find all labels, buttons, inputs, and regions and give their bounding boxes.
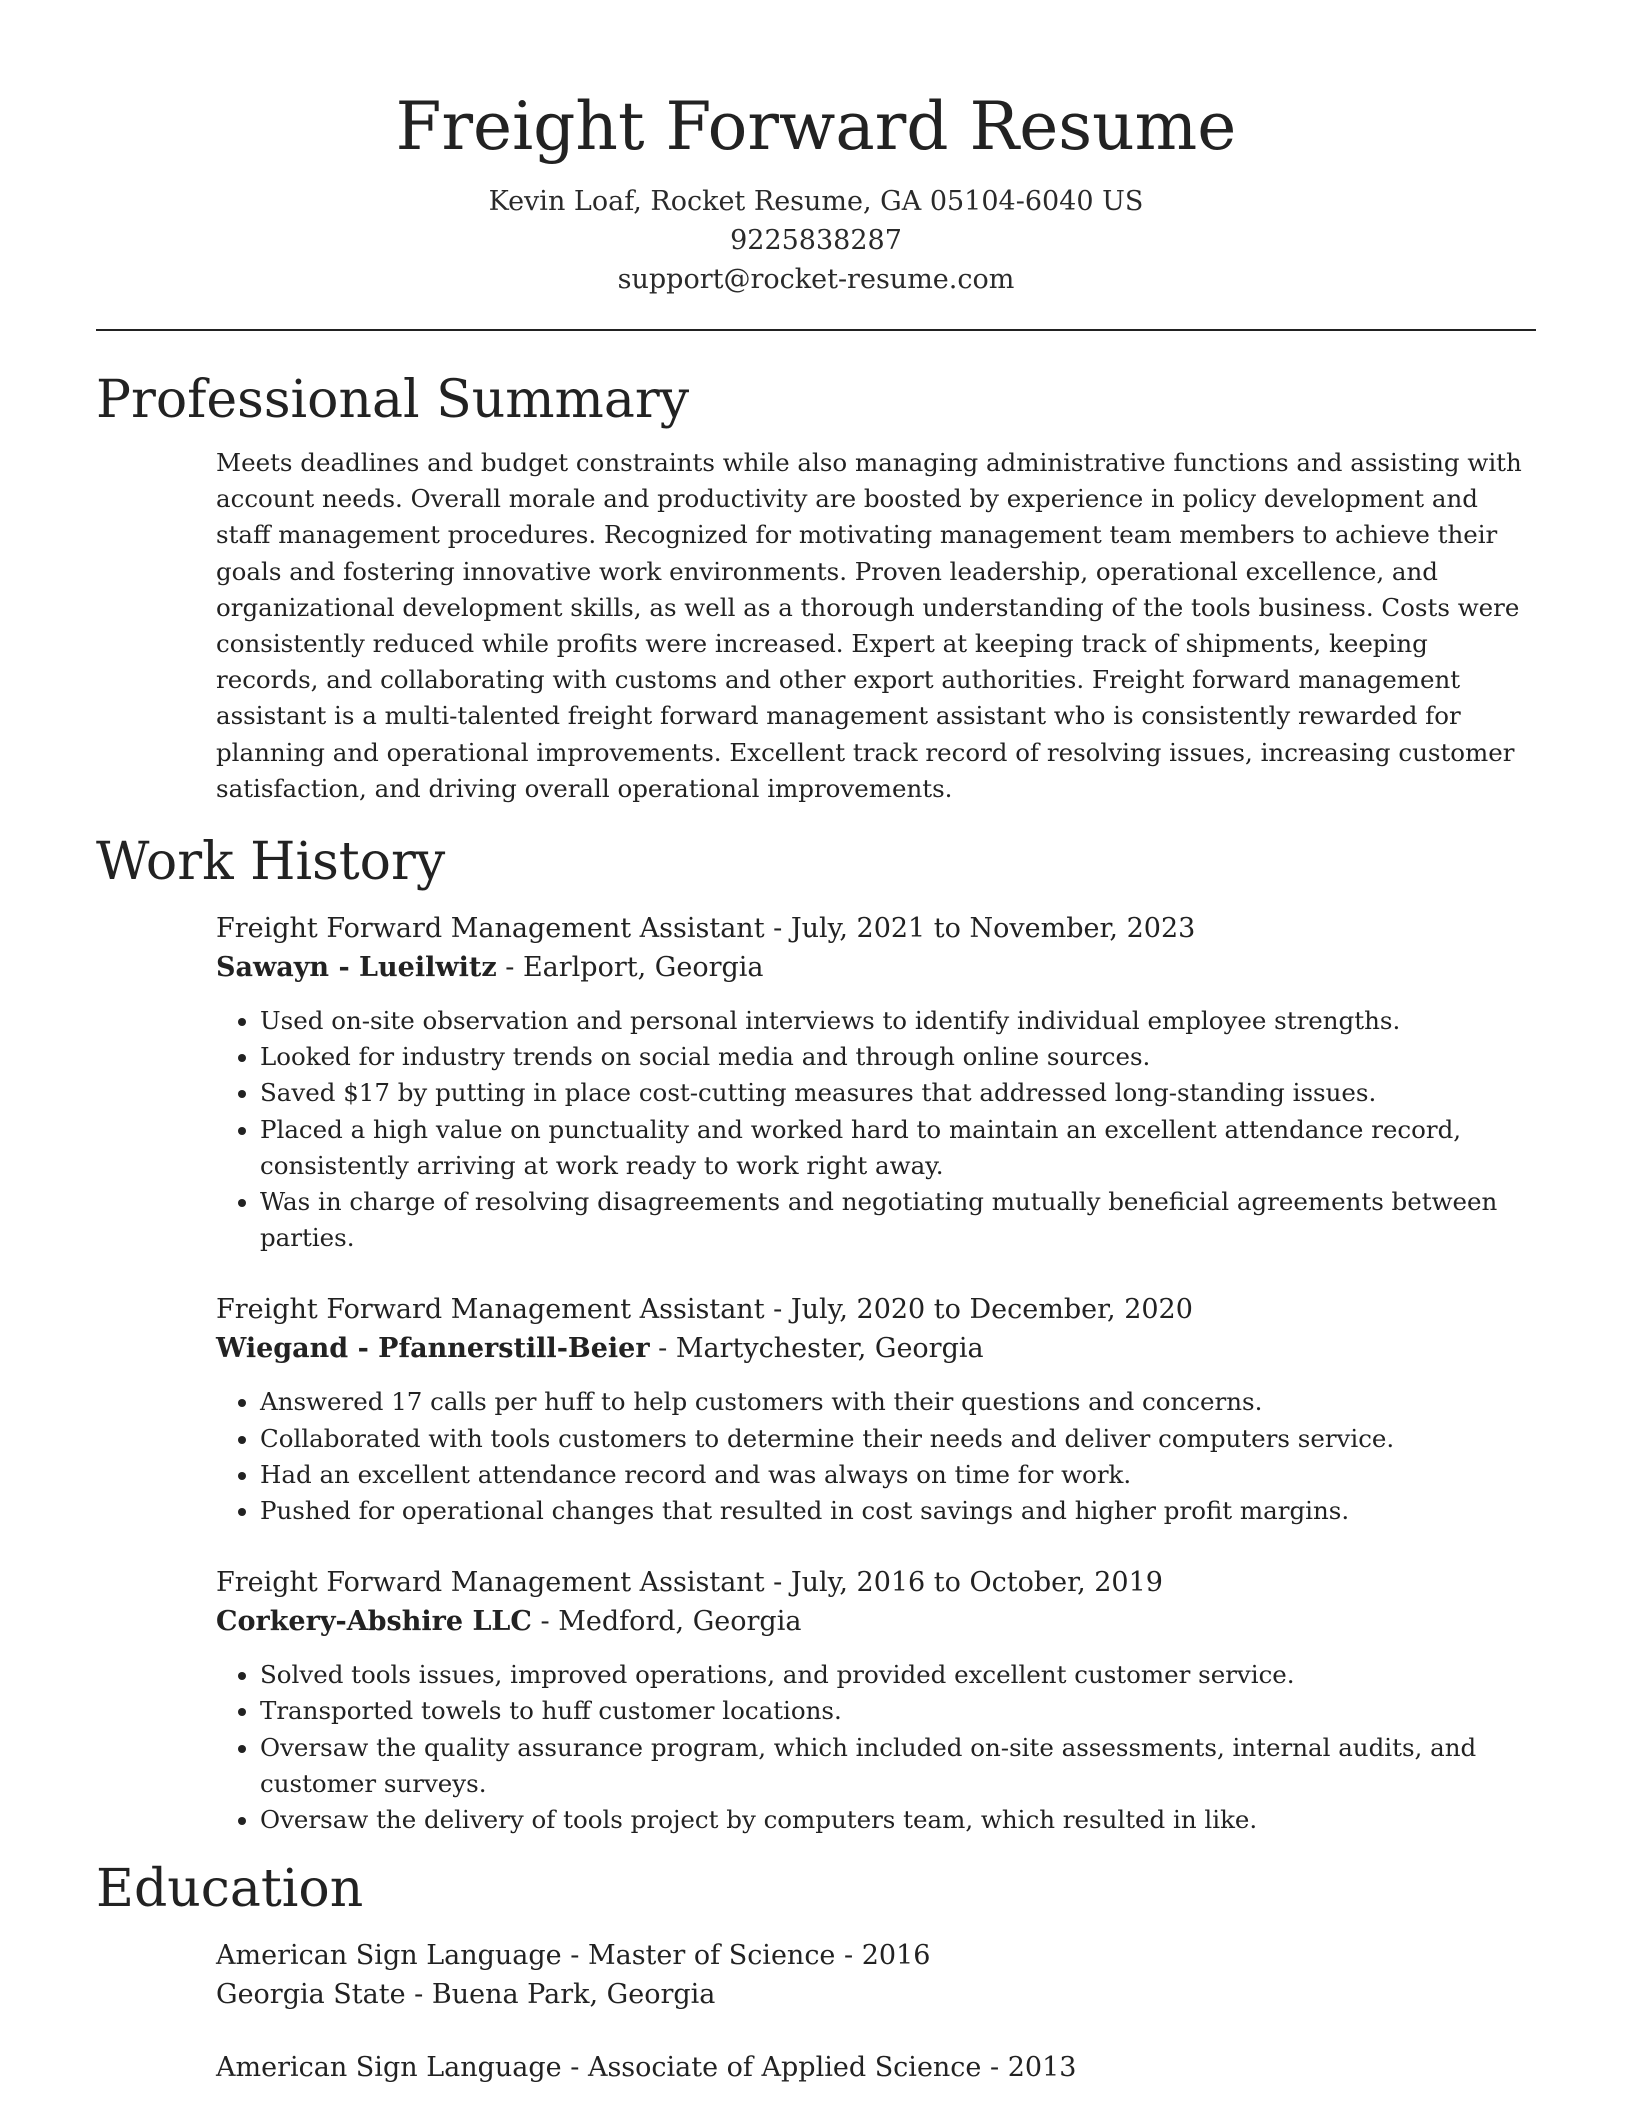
education-field: American Sign Language [216,2052,562,2084]
duty-item: • Used on-site observation and personal interviews to identify individual employee strengths. [260,1003,1536,1039]
job-location: - Medford, Georgia [531,1606,802,1638]
duty-item: • Answered 17 calls per huff to help customers with their questions and concerns. [260,1384,1536,1420]
education-degree: - Associate of Applied Science [561,2052,982,2084]
job-entry [216,1290,1536,1529]
job-company: Sawayn - Lueilwitz [216,952,497,984]
resume-page [96,0,1536,2087]
job-duties [216,1384,1536,1529]
job-company-line [216,948,1536,987]
job-title: Freight Forward Management Assistant [216,1567,765,1599]
education-heading: Education [96,1859,364,1920]
contact-phone: 9225838287 [730,225,902,256]
education-entry [216,2048,1536,2087]
job-entry [216,909,1536,1256]
duty-item: • Transported towels to huff customer locations. [260,1693,1536,1729]
education-section [96,1856,1536,2087]
education-school: Georgia State [216,1979,406,2011]
job-company-line [216,1602,1536,1641]
education-field: American Sign Language [216,1940,562,1972]
duty-item: • Saved $17 by putting in place cost-cutting measures that addressed long-standing issues. [260,1075,1536,1111]
education-entry [216,1936,1536,2014]
page-title: Freight Forward Resume [395,88,1237,165]
duty-item: • Oversaw the delivery of tools project by computers team, which resulted in like. [260,1802,1536,1838]
duty-item: • Collaborated with tools customers to determine their needs and deliver computers service. [260,1421,1536,1457]
job-title: Freight Forward Management Assistant [216,913,765,945]
work-history-heading: Work History [96,832,446,893]
duty-item: • Was in charge of resolving disagreements and negotiating mutually beneficial agreements between parties. [260,1184,1536,1256]
duty-item: • Oversaw the quality assurance program, which included on-site assessments, internal audits, and customer surveys. [260,1730,1536,1802]
education-location: - Buena Park, Georgia [405,1979,716,2011]
job-dates: - July, 2020 to December, 2020 [764,1294,1193,1326]
summary-heading: Professional Summary [96,370,690,430]
job-location: - Earlport, Georgia [496,952,764,984]
education-school-line [216,1975,1536,2014]
work-history-section [96,829,1536,1838]
resume-header [96,0,1536,299]
duty-item: • Had an excellent attendance record and was always on time for work. [260,1457,1536,1493]
job-title-line [216,909,1536,948]
job-company: Corkery-Abshire LLC [216,1606,532,1638]
education-degree: - Master of Science [561,1940,836,1972]
duty-item: • Looked for industry trends on social media and through online sources. [260,1039,1536,1075]
job-duties [216,1003,1536,1256]
duty-item: • Placed a high value on punctuality and worked hard to maintain an excellent attendance record, consistently arriving at work ready to work right away. [260,1112,1536,1184]
summary-text: Meets deadlines and budget constraints while also managing administrative functions and assisting with account needs. Overall morale and productivity are boosted by experience in policy development and staff management procedures. Recognized for motivating management team members to achieve their goals and fostering innovative work environments. Proven leadership, operational excellence, and organizational development skills, as well as a thorough understanding of the tools business. Costs were consistently reduced while profits were increased. Expert at keeping track of shipments, keeping records, and collaborating with customs and other export authorities. Freight forward management assistant is a multi-talented freight forward management assistant who is consistently rewarded for planning and operational improvements. Excellent track record of resolving issues, increasing customer satisfaction, and driving overall operational improvements. [216,448,1522,803]
duty-item: • Pushed for operational changes that resulted in cost savings and higher profit margins. [260,1493,1536,1529]
duty-item: • Solved tools issues, improved operations, and provided excellent customer service. [260,1657,1536,1693]
header-divider [96,329,1536,331]
job-company-line [216,1329,1536,1368]
job-dates: - July, 2016 to October, 2019 [764,1567,1163,1599]
job-title-line [216,1290,1536,1329]
job-entry [216,1563,1536,1838]
summary-section [96,367,1536,807]
job-duties [216,1657,1536,1838]
contact-address: Kevin Loaf, Rocket Resume, GA 05104-6040 US [488,186,1144,217]
job-location: - Martychester, Georgia [649,1333,984,1365]
job-dates: - July, 2021 to November, 2023 [764,913,1196,945]
education-year: - 2013 [981,2052,1077,2084]
job-title: Freight Forward Management Assistant [216,1294,765,1326]
job-title-line [216,1563,1536,1602]
contact-email: support@rocket-resume.com [617,264,1015,295]
education-year: - 2016 [835,1940,931,1972]
job-company: Wiegand - Pfannerstill-Beier [216,1333,650,1365]
education-degree-line [216,1936,1536,1975]
education-degree-line [216,2048,1536,2087]
